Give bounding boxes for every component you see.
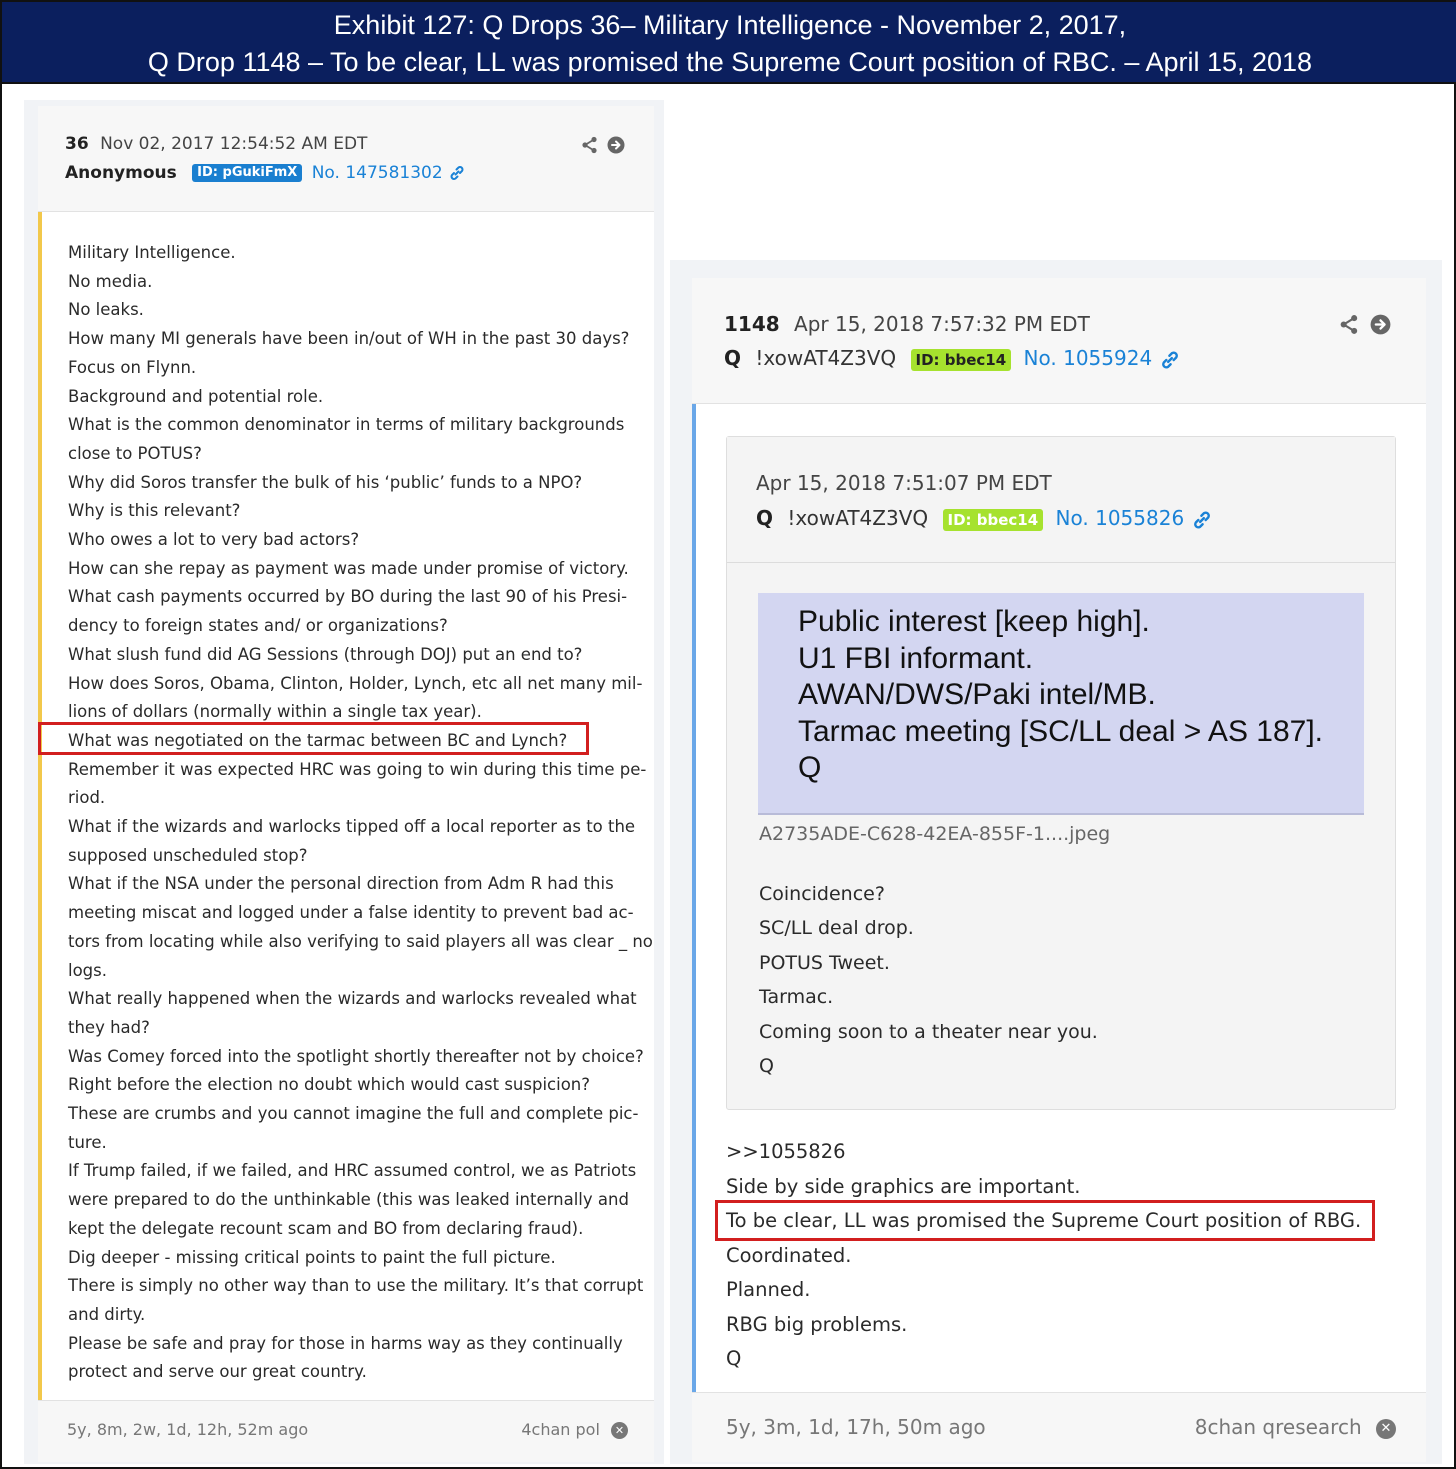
post-number-link[interactable]: No. 147581302	[311, 163, 443, 183]
post-line: What slush fund did AG Sessions (through DOJ) put an end to?	[68, 644, 583, 664]
quoted-line: Q	[759, 1055, 774, 1077]
post-line: riod.	[68, 788, 106, 808]
post-line: supposed unscheduled stop?	[68, 845, 308, 865]
left-post-footer	[38, 1400, 654, 1462]
left-post-accent	[38, 106, 42, 1462]
post-line: Dig deeper - missing critical points to paint the full picture.	[68, 1247, 556, 1267]
post-line: What really happened when the wizards and warlocks revealed what	[68, 989, 637, 1009]
image-text-line: Tarmac meeting [SC/LL deal > AS 187].	[798, 714, 1324, 748]
post-timestamp: Apr 15, 2018 7:57:32 PM EDT	[794, 312, 1090, 336]
post-line: What is the common denominator in terms of military backgrounds	[68, 415, 625, 435]
right-post-footer	[692, 1392, 1426, 1462]
post-line: protect and serve our great country.	[68, 1362, 367, 1382]
quoted-line: SC/LL deal drop.	[759, 917, 914, 940]
id-badge[interactable]: ID: pGukiFmX	[192, 164, 302, 182]
left-post-card	[38, 106, 654, 1462]
id-badge[interactable]: ID: bbec14	[911, 349, 1012, 371]
image-text-line: Public interest [keep high].	[798, 605, 1150, 638]
quoted-timestamp: Apr 15, 2018 7:51:07 PM EDT	[756, 471, 1052, 495]
image-text-line: U1 FBI informant.	[798, 641, 1034, 675]
close-circle-icon[interactable]: ✕	[611, 1422, 628, 1439]
post-line: tors from locating while also verifying to said players all was clear _ no	[68, 931, 653, 951]
post-author: Q	[724, 346, 742, 370]
quoted-post-number-link[interactable]: No. 1055826	[1055, 506, 1185, 530]
post-line: Side by side graphics are important.	[726, 1174, 1081, 1198]
quoted-post-header	[727, 437, 1395, 563]
arrow-right-circle-icon[interactable]	[1370, 314, 1391, 335]
post-line: lions of dollars (normally within a single tax year).	[68, 702, 482, 722]
post-line: How many MI generals have been in/out of WH in the past 30 days?	[68, 329, 630, 349]
post-timestamp: Nov 02, 2017 12:54:52 AM EDT	[100, 134, 368, 154]
post-source[interactable]	[1195, 1415, 1396, 1439]
post-line: What if the NSA under the personal direction from Adm R had this	[68, 874, 614, 894]
post-line: These are crumbs and you cannot imagine the full and complete pic-	[68, 1104, 639, 1123]
left-post-header	[38, 106, 654, 212]
id-badge[interactable]: ID: bbec14	[943, 509, 1044, 531]
post-line: Planned.	[726, 1278, 811, 1301]
right-highlight-box	[715, 1200, 1375, 1241]
arrow-right-circle-icon[interactable]	[607, 136, 625, 154]
post-source-label: 8chan qresearch	[1194, 1415, 1362, 1439]
post-line: Why did Soros transfer the bulk of his ‘public’ funds to a NPO?	[68, 472, 583, 492]
post-line: were prepared to do the unthinkable (this was leaked internally and	[68, 1190, 629, 1210]
post-line: Q	[726, 1347, 742, 1370]
post-line: Focus on Flynn.	[68, 357, 197, 377]
header-line-2: Q Drop 1148 – To be clear, LL was promised the Supreme Court position of RBC. – April 15, 2018	[147, 47, 1313, 77]
post-source[interactable]	[521, 1420, 628, 1439]
image-text-line: AWAN/DWS/Paki intel/MB.	[798, 678, 1156, 711]
post-line: To be clear, LL was promised the Supreme Court position of RBG.	[726, 1209, 1362, 1232]
quoted-line: Coincidence?	[759, 883, 885, 905]
quoted-author: Q	[756, 506, 774, 530]
post-line: meeting miscat and logged under a false identity to prevent bad ac-	[68, 903, 634, 923]
post-line: Background and potential role.	[68, 386, 324, 406]
link-icon[interactable]	[1191, 509, 1213, 531]
post-number-link[interactable]: No. 1055924	[1023, 346, 1153, 370]
quoted-post-card	[726, 436, 1396, 1110]
post-line: Right before the election no doubt which would cast suspicion?	[68, 1075, 591, 1095]
post-line: ture.	[68, 1132, 107, 1152]
post-line: and dirty.	[68, 1304, 146, 1324]
post-line: Coordinated.	[726, 1243, 852, 1267]
header-line-1: Exhibit 127: Q Drops 36– Military Intelligence - November 2, 2017,	[333, 10, 1127, 40]
close-circle-icon[interactable]: ✕	[1376, 1419, 1396, 1439]
right-post-card	[692, 278, 1426, 1462]
post-source-label: 4chan pol	[521, 1420, 600, 1439]
post-line: Military Intelligence.	[68, 243, 236, 262]
share-icon[interactable]	[581, 136, 599, 154]
post-line: What was negotiated on the tarmac between BC and Lynch?	[68, 730, 568, 750]
post-line: Why is this relevant?	[68, 501, 241, 521]
post-line: What cash payments occurred by BO during the last 90 of his Presi-	[68, 587, 628, 607]
post-line: Who owes a lot to very bad actors?	[68, 530, 360, 549]
image-text-line: Q	[798, 751, 822, 784]
post-line: No leaks.	[68, 300, 144, 320]
post-line: What if the wizards and warlocks tipped off a local reporter as to the	[68, 817, 636, 836]
post-line: Remember it was expected HRC was going to win during this time pe-	[68, 759, 647, 779]
post-tripcode: !xowAT4Z3VQ	[755, 346, 897, 370]
post-line: RBG big problems.	[726, 1312, 908, 1336]
link-icon[interactable]	[1159, 349, 1181, 371]
post-number: 1148	[724, 312, 780, 336]
quoted-line: Coming soon to a theater near you.	[759, 1020, 1098, 1043]
post-age: 5y, 8m, 2w, 1d, 12h, 52m ago	[67, 1420, 309, 1439]
post-line: Please be safe and pray for those in harms way as they continually	[68, 1333, 623, 1353]
link-icon[interactable]	[448, 164, 466, 182]
post-line: close to POTUS?	[68, 443, 202, 463]
quoted-image-filename[interactable]: A2735ADE-C628-42EA-855F-1....jpeg	[759, 823, 1111, 845]
post-line: How does Soros, Obama, Clinton, Holder, Lynch, etc all net many mil-	[68, 673, 643, 693]
post-line: Was Comey forced into the spotlight shortly thereafter not by choice?	[68, 1046, 644, 1066]
share-icon[interactable]	[1339, 314, 1360, 335]
right-post-accent	[692, 278, 696, 1462]
quoted-tripcode: !xowAT4Z3VQ	[787, 506, 929, 530]
post-line: dency to foreign states and/ or organizations?	[68, 616, 448, 636]
post-line: logs.	[68, 960, 107, 980]
quoted-image[interactable]	[758, 593, 1364, 815]
quoted-line: POTUS Tweet.	[759, 951, 890, 974]
quoted-line: Tarmac.	[759, 986, 834, 1009]
post-line: kept the delegate recount scam and BO from declaring fraud).	[68, 1218, 584, 1238]
left-highlight-box	[38, 722, 589, 755]
post-author: Anonymous	[65, 163, 177, 183]
post-line: >>1055826	[726, 1140, 846, 1163]
right-post-header	[692, 278, 1426, 404]
exhibit-header	[2, 2, 1456, 84]
post-line: they had?	[68, 1017, 150, 1037]
post-number: 36	[65, 134, 89, 154]
post-line: There is simply no other way than to use the military. It’s that corrupt	[68, 1276, 644, 1296]
post-line: No media.	[68, 271, 153, 291]
post-line: How can she repay as payment was made under promise of victory.	[68, 558, 629, 578]
post-age: 5y, 3m, 1d, 17h, 50m ago	[726, 1415, 986, 1439]
post-line: If Trump failed, if we failed, and HRC assumed control, we as Patriots	[68, 1161, 637, 1181]
